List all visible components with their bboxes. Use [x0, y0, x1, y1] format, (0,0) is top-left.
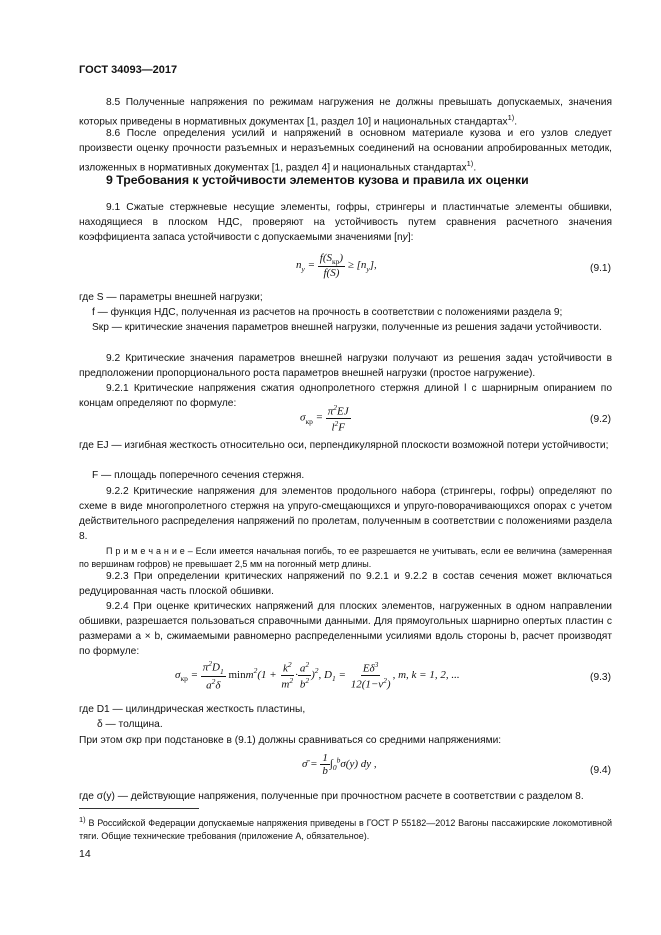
paragraph-9-1: 9.1 Сжатые стержневые несущие элементы, гофры, стрингеры и пластинчатые элементы обшивки, находящиеся в плоском НДС, проверяют на устойчивость путем сравнения расчетного значения коэффициента запаса устойчивости с допускаемыми значениями [ny]:	[79, 202, 612, 243]
paragraph-9-2: 9.2 Критические значения параметров внешней нагрузки получают из решения задач устойчивости в предположении пропорционального роста параметров внешней нагрузки (простое нагружение).	[79, 353, 612, 379]
paragraph-average: При этом σкр при подстановке в (9.1) должны сравниваться со средними напряжениями:	[79, 735, 502, 746]
where-F: F — площадь поперечного сечения стержня.	[92, 470, 305, 481]
footnote-ref: 1)	[466, 159, 474, 168]
where-D1: где D1 — цилиндрическая жесткость пластины,	[79, 704, 306, 715]
paragraph-8-5-text: 8.5 Полученные напряжения по режимам нагружения не должны превышать допускаемых, значения которых приведены в нормативных документах [1, раздел 10] и национальных стандартах	[79, 97, 612, 128]
where-sigma: где σ(y) — действующие напряжения, полученные при прочностном расчете в соответствии с разделом 8.	[79, 791, 584, 802]
note: П р и м е ч а н и е – Если имеется начальная погибь, то ее разрешается не учитывать, если ее величина (замеренная по вершинам гофров) не превышает 2,5 мм на погонный метр длины.	[79, 546, 612, 569]
standard-header: ГОСТ 34093—2017	[79, 64, 178, 76]
footnote-marker: 1)	[79, 815, 86, 824]
equation-number-9-2: (9.2)	[590, 414, 611, 425]
section-9-title: 9 Требования к устойчивости элементов кузова и правила их оценки	[106, 173, 529, 187]
formula-9-1: $n_y$ = $\frac{f(S_{кр})}{f(S)}$ ≥ $[n_y]$,	[296, 252, 377, 280]
equation-number-9-3: (9.3)	[590, 672, 611, 683]
where-delta: δ — толщина.	[97, 719, 163, 730]
paragraph-9-1-tail: ]:	[407, 232, 414, 243]
formula-9-2: $\sigma_{кр}$ = $\frac{\pi^2EJ}{l^2F}$	[300, 403, 349, 434]
paragraph-8-6: 8.6 После определения усилий и напряжений в основном материале кузова и его узлов следует произвести оценку прочности разъемных и неразъемных соединений на основании апробированных методик, изложенных в нормативных документах [1, раздел 4] и национальных стандартах$^{1)}$.	[79, 128, 612, 174]
footnote	[79, 813, 612, 843]
paragraph-8-5: 8.5 Полученные напряжения по режимам нагружения не должны превышать допускаемых, значения которых приведены в нормативных документах [1, раздел 10] и национальных стандартах$^{1)}$.	[79, 97, 612, 128]
where-Skr: Sкр — критические значения параметров внешней нагрузки, полученные из решения задачи устойчивости.	[92, 322, 602, 333]
paragraph-9-1-text: 9.1 Сжатые стержневые несущие элементы, гофры, стрингеры и пластинчатые элементы обшивки, находящиеся в плоском НДС, проверяют на устойчивость путем сравнения расчетного значения коэффициента запаса устойчивости с допускаемыми значениями [n	[79, 202, 612, 243]
paragraph-9-2-1: 9.2.1 Критические напряжения сжатия однопролетного стержня длиной l с шарнирным опиранием по концам определяют по формуле:	[79, 383, 612, 409]
paragraph-9-2-3: 9.2.3 При определении критических напряжений по 9.2.1 и 9.2.2 в состав сечения может включаться редуцированная часть плоской обшивки.	[79, 571, 612, 597]
where-EJ: где EJ — изгибная жесткость относительно оси, перпендикулярной плоскости возможной потери устойчивости;	[79, 440, 609, 451]
where-S: где S — параметры внешней нагрузки;	[79, 292, 263, 303]
formula-9-3: $\sigma_{кр}$ = $\frac{\pi^2D_1}{a^2\delta}$ minm$^2$(1 + $\frac{k^2}{m^2}$ · $\frac{a^2}{b^2}$ )$^2$, $D_1$ = $\frac{E\delta^3}{12(1-\nu^2)}$ , m, k = 1, 2, ...	[175, 659, 460, 692]
paragraph-9-2-4: 9.2.4 При оценке критических напряжений для плоских элементов, нагруженных в одном направлении обшивки, разрешается пользоваться справочными данными. Для прямоугольных шарнирно опертых пластин с размерами a × b, сжимаемыми равномерно распределенными усилиями вдоль стороны b, расчет производят по формуле:	[79, 601, 612, 657]
paragraph-9-2-2: 9.2.2 Критические напряжения для элементов продольного набора (стрингеры, гофры) определяют по схеме в виде многопролетного стержня на упруго-смещающихся и упруго-поворачивающихся опорах с учетом действительного распределения напряжений по пролетам, полученным в соответствии с положениями раздела 8.	[79, 486, 612, 542]
formula-9-3-tail: , m, k = 1, 2, ...	[392, 668, 460, 681]
footnote-ref: 1)	[507, 113, 515, 122]
paragraph-8-6-text: 8.6 После определения усилий и напряжений в основном материале кузова и его узлов следует произвести оценку прочности разъемных и неразъемных соединений на основании апробированных методик, изложенных в нормативных документах [1, раздел 4] и национальных стандартах	[79, 128, 612, 174]
page-number: 14	[79, 848, 91, 860]
where-f: f — функция НДС, полученная из расчетов на прочность в соответствии с положениями раздела 9;	[92, 307, 563, 318]
equation-number-9-1: (9.1)	[590, 263, 611, 274]
equation-number-9-4: (9.4)	[590, 765, 611, 776]
formula-9-4: σ̄ = $\frac{1}{b}$ $\int_0^b\sigma(y)$ dy ,	[302, 752, 377, 777]
footnote-text: В Российской Федерации допускаемые напряжения приведены в ГОСТ Р 55182—2012 Вагоны пассажирские локомотивной тяги. Общие технические требования (приложение А, обязательное).	[79, 818, 612, 841]
footnote-divider	[79, 808, 199, 809]
